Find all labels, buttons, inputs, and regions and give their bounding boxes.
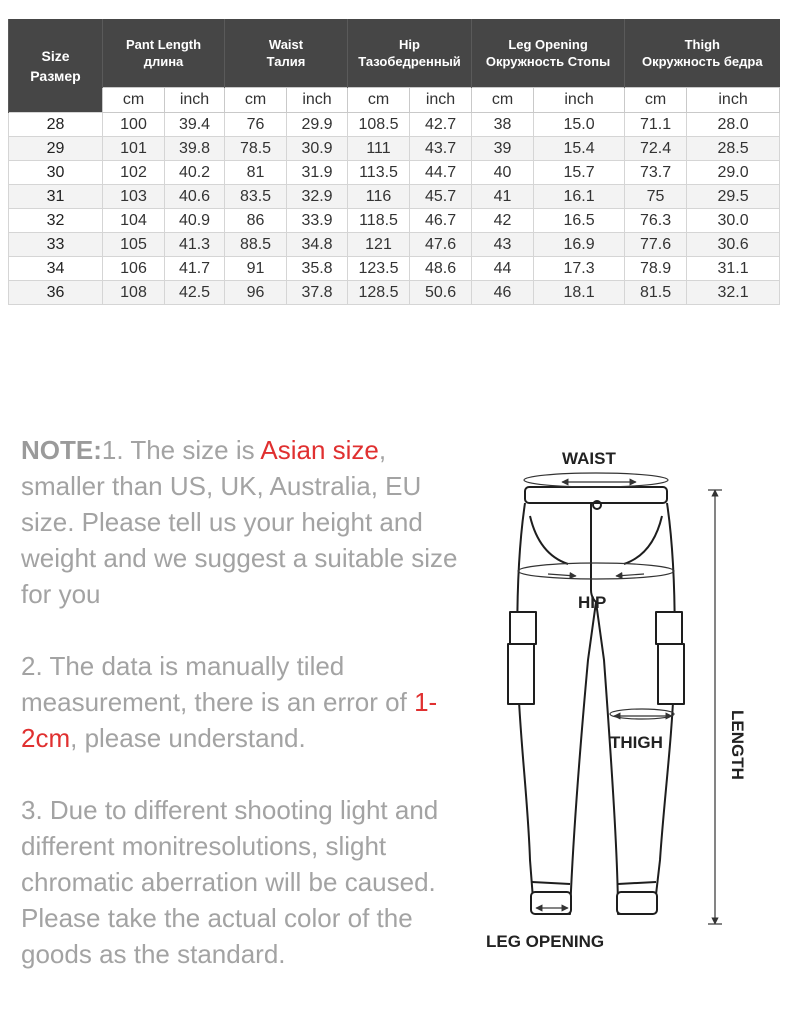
error-margin-highlight: 1-2cm — [21, 687, 438, 753]
table-cell: 76.3 — [625, 209, 687, 233]
unit-cm: cm — [625, 88, 687, 113]
size-cell: 31 — [9, 185, 103, 209]
table-cell: 29.9 — [287, 113, 348, 137]
table-cell: 39.4 — [165, 113, 225, 137]
pants-outline-icon — [508, 487, 684, 914]
table-cell: 83.5 — [225, 185, 287, 209]
table-cell: 103 — [103, 185, 165, 209]
table-cell: 104 — [103, 209, 165, 233]
unit-cm: cm — [472, 88, 534, 113]
table-cell: 78.5 — [225, 137, 287, 161]
table-cell: 30.0 — [687, 209, 780, 233]
table-cell: 40.6 — [165, 185, 225, 209]
group-header-en: Hip — [399, 37, 420, 52]
table-cell: 128.5 — [348, 281, 410, 305]
table-cell: 44 — [472, 257, 534, 281]
table-cell: 102 — [103, 161, 165, 185]
table-cell: 45.7 — [410, 185, 472, 209]
table-cell: 17.3 — [534, 257, 625, 281]
table-cell: 101 — [103, 137, 165, 161]
size-cell: 30 — [9, 161, 103, 185]
table-cell: 40.9 — [165, 209, 225, 233]
asian-size-highlight: Asian size — [260, 435, 379, 465]
table-cell: 28.5 — [687, 137, 780, 161]
note-1-text: 1. The size is — [101, 435, 261, 465]
size-column-header — [9, 19, 103, 113]
group-header-ru: Талия — [266, 54, 306, 69]
leg-opening-header — [472, 19, 625, 88]
table-cell: 86 — [225, 209, 287, 233]
thigh-label: THIGH — [610, 733, 663, 752]
table-cell: 30.9 — [287, 137, 348, 161]
table-cell: 42 — [472, 209, 534, 233]
table-cell: 46 — [472, 281, 534, 305]
thigh-header — [625, 19, 780, 88]
leg-opening-label: LEG OPENING — [486, 932, 605, 951]
unit-cm: cm — [103, 88, 165, 113]
table-row — [9, 281, 780, 305]
table-row — [9, 161, 780, 185]
table-cell: 15.0 — [534, 113, 625, 137]
table-cell: 31.9 — [287, 161, 348, 185]
table-header-row — [9, 19, 780, 88]
table-cell: 72.4 — [625, 137, 687, 161]
size-cell: 34 — [9, 257, 103, 281]
unit-cm: cm — [348, 88, 410, 113]
table-cell: 48.6 — [410, 257, 472, 281]
table-row — [9, 233, 780, 257]
table-cell: 16.5 — [534, 209, 625, 233]
table-cell: 113.5 — [348, 161, 410, 185]
table-cell: 121 — [348, 233, 410, 257]
units-row — [9, 88, 780, 113]
table-cell: 75 — [625, 185, 687, 209]
table-cell: 30.6 — [687, 233, 780, 257]
table-cell: 43 — [472, 233, 534, 257]
note-3 — [21, 792, 461, 972]
unit-inch: inch — [287, 88, 348, 113]
table-cell: 111 — [348, 137, 410, 161]
table-cell: 77.6 — [625, 233, 687, 257]
table-cell: 31.1 — [687, 257, 780, 281]
table-cell: 105 — [103, 233, 165, 257]
group-header-en: Leg Opening — [508, 37, 588, 52]
length-label: LENGTH — [728, 710, 747, 780]
waist-label: WAIST — [562, 449, 616, 468]
group-header-en: Thigh — [684, 37, 720, 52]
size-cell: 29 — [9, 137, 103, 161]
table-cell: 40.2 — [165, 161, 225, 185]
table-cell: 38 — [472, 113, 534, 137]
table-cell: 29.5 — [687, 185, 780, 209]
size-header-ru: Размер — [30, 67, 81, 84]
table-cell: 34.8 — [287, 233, 348, 257]
table-cell: 29.0 — [687, 161, 780, 185]
unit-inch: inch — [687, 88, 780, 113]
table-cell: 123.5 — [348, 257, 410, 281]
table-cell: 81 — [225, 161, 287, 185]
table-cell: 32.1 — [687, 281, 780, 305]
table-cell: 15.7 — [534, 161, 625, 185]
table-row — [9, 209, 780, 233]
group-header-ru: Тазобедренный — [358, 54, 461, 69]
table-cell: 43.7 — [410, 137, 472, 161]
table-cell: 106 — [103, 257, 165, 281]
table-cell: 16.1 — [534, 185, 625, 209]
hip-label: HIP — [578, 593, 607, 612]
table-cell: 39.8 — [165, 137, 225, 161]
table-cell: 37.8 — [287, 281, 348, 305]
thigh-measure-icon — [610, 709, 674, 719]
group-header-ru: Окружность Стопы — [485, 54, 611, 69]
group-header-en: Pant Length — [125, 37, 202, 52]
note-3-text: 3. Due to different shooting light and different monitresolutions, slight chromatic aberration will be caused. Please take the actual color of the goods as the standard. — [21, 795, 439, 969]
table-cell: 16.9 — [534, 233, 625, 257]
unit-cm: cm — [225, 88, 287, 113]
size-cell: 32 — [9, 209, 103, 233]
group-header-ru: Окружность бедра — [642, 54, 763, 69]
table-cell: 88.5 — [225, 233, 287, 257]
table-cell: 15.4 — [534, 137, 625, 161]
table-cell: 44.7 — [410, 161, 472, 185]
table-cell: 50.6 — [410, 281, 472, 305]
table-cell: 108 — [103, 281, 165, 305]
waist-header — [225, 19, 348, 88]
table-cell: 40 — [472, 161, 534, 185]
waist-measure-icon — [524, 473, 668, 487]
size-chart-table — [8, 19, 780, 305]
size-header-en: Size — [41, 47, 70, 64]
pant-length-header — [103, 19, 225, 88]
table-cell: 108.5 — [348, 113, 410, 137]
unit-inch: inch — [534, 88, 625, 113]
size-cell: 33 — [9, 233, 103, 257]
note-1 — [21, 432, 461, 612]
table-cell: 32.9 — [287, 185, 348, 209]
table-cell: 118.5 — [348, 209, 410, 233]
hip-header — [348, 19, 472, 88]
table-cell: 91 — [225, 257, 287, 281]
table-row — [9, 257, 780, 281]
table-cell: 35.8 — [287, 257, 348, 281]
table-cell: 41.3 — [165, 233, 225, 257]
note-label: NOTE: — [21, 435, 102, 465]
table-cell: 28.0 — [687, 113, 780, 137]
table-row — [9, 185, 780, 209]
table-cell: 96 — [225, 281, 287, 305]
table-cell: 18.1 — [534, 281, 625, 305]
table-cell: 116 — [348, 185, 410, 209]
table-cell: 42.7 — [410, 113, 472, 137]
pants-measurement-diagram — [478, 440, 778, 960]
note-1-text-cont: , smaller than US, UK, Australia, EU size. Please tell us your height and weight and we suggest a suitable size for you — [21, 435, 458, 609]
size-cell: 28 — [9, 113, 103, 137]
table-cell: 100 — [103, 113, 165, 137]
table-cell: 42.5 — [165, 281, 225, 305]
table-cell: 78.9 — [625, 257, 687, 281]
note-2-text: 2. The data is manually tiled measurement, there is an error of — [21, 651, 415, 717]
hip-measure-icon — [518, 563, 674, 579]
size-cell: 36 — [9, 281, 103, 305]
table-cell: 41.7 — [165, 257, 225, 281]
table-cell: 46.7 — [410, 209, 472, 233]
table-row — [9, 137, 780, 161]
table-cell: 47.6 — [410, 233, 472, 257]
size-table-body — [9, 113, 780, 305]
length-measure-icon — [708, 490, 722, 924]
table-cell: 73.7 — [625, 161, 687, 185]
table-cell: 81.5 — [625, 281, 687, 305]
group-header-en: Waist — [268, 37, 304, 52]
table-cell: 76 — [225, 113, 287, 137]
table-cell: 71.1 — [625, 113, 687, 137]
table-cell: 33.9 — [287, 209, 348, 233]
table-cell: 39 — [472, 137, 534, 161]
note-2-text-cont: , please understand. — [70, 723, 306, 753]
table-cell: 41 — [472, 185, 534, 209]
unit-inch: inch — [165, 88, 225, 113]
notes-section — [21, 432, 461, 1008]
note-2 — [21, 648, 461, 756]
table-row — [9, 113, 780, 137]
unit-inch: inch — [410, 88, 472, 113]
group-header-ru: длина — [143, 54, 184, 69]
